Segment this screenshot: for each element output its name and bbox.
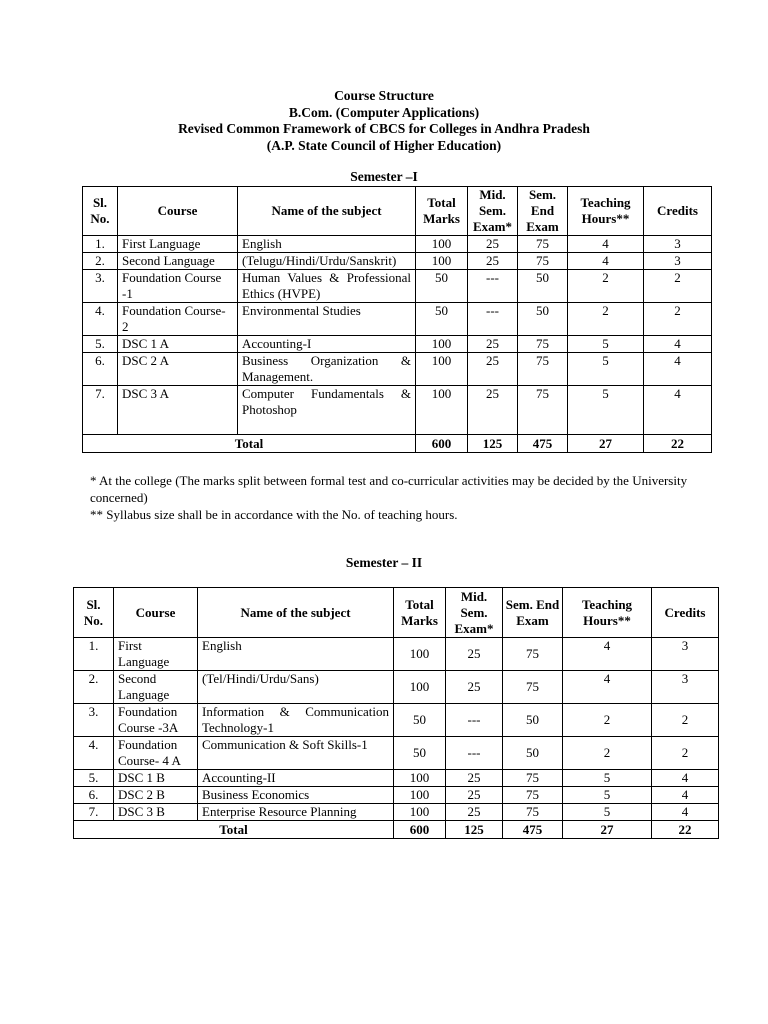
col-mid-sem: Mid. Sem. Exam* xyxy=(468,187,518,236)
cell-course: First Language xyxy=(114,638,198,671)
cell-credits: 2 xyxy=(644,303,712,336)
total-credits: 22 xyxy=(652,821,719,839)
semester-2-title: Semester – II xyxy=(345,555,423,570)
cell-course: Second Language xyxy=(114,671,198,704)
total-mid-sem: 125 xyxy=(468,435,518,453)
cell-course: DSC 3 B xyxy=(114,804,198,821)
cell-mid-sem: 25 xyxy=(446,638,503,671)
cell-sem-end: 75 xyxy=(503,804,563,821)
cell-teaching-hours: 2 xyxy=(563,737,652,770)
cell-subject: Environmental Studies xyxy=(238,303,416,336)
cell-mid-sem: 25 xyxy=(468,386,518,435)
cell-subject: Business Economics xyxy=(198,787,394,804)
cell-sl: 3. xyxy=(74,704,114,737)
cell-course: DSC 1 A xyxy=(118,336,238,353)
cell-mid-sem: --- xyxy=(446,704,503,737)
cell-course: DSC 2 B xyxy=(114,787,198,804)
cell-mid-sem: --- xyxy=(468,270,518,303)
cell-sl: 4. xyxy=(83,303,118,336)
semester-2-total-row xyxy=(74,821,719,839)
total-teaching-hours: 27 xyxy=(568,435,644,453)
cell-total-marks: 50 xyxy=(416,303,468,336)
cell-credits: 2 xyxy=(644,270,712,303)
total-teaching-hours: 27 xyxy=(563,821,652,839)
cell-sem-end: 75 xyxy=(503,787,563,804)
cell-teaching-hours: 2 xyxy=(568,270,644,303)
table-row xyxy=(83,270,712,303)
cell-subject: English xyxy=(198,638,394,671)
cell-total-marks: 50 xyxy=(416,270,468,303)
cell-credits: 3 xyxy=(644,236,712,253)
cell-subject: English xyxy=(238,236,416,253)
cell-subject: (Tel/Hindi/Urdu/Sans) xyxy=(198,671,394,704)
table-row xyxy=(74,737,719,770)
semester-2-table xyxy=(73,587,719,839)
cell-mid-sem: 25 xyxy=(468,336,518,353)
cell-teaching-hours: 4 xyxy=(563,638,652,671)
cell-sem-end: 75 xyxy=(518,336,568,353)
cell-total-marks: 100 xyxy=(394,804,446,821)
cell-credits: 4 xyxy=(652,787,719,804)
footnote-syllabus-size: ** Syllabus size shall be in accordance with the No. of teaching hours. xyxy=(90,507,458,522)
cell-teaching-hours: 5 xyxy=(568,386,644,435)
semester-1-body xyxy=(83,236,712,435)
semester-1-table xyxy=(82,186,712,453)
total-label: Total xyxy=(83,435,416,453)
total-sem-end: 475 xyxy=(503,821,563,839)
table-row xyxy=(74,671,719,704)
cell-teaching-hours: 5 xyxy=(568,353,644,386)
cell-sem-end: 75 xyxy=(518,236,568,253)
cell-course: Foundation Course -3A xyxy=(114,704,198,737)
col-sem-end: Sem. End Exam xyxy=(518,187,568,236)
total-sem-end: 475 xyxy=(518,435,568,453)
cell-credits: 4 xyxy=(644,386,712,435)
cell-sl: 2. xyxy=(74,671,114,704)
cell-sem-end: 75 xyxy=(518,353,568,386)
table-row xyxy=(83,253,712,270)
cell-teaching-hours: 5 xyxy=(563,787,652,804)
cell-sem-end: 75 xyxy=(503,770,563,787)
col-sl-no: Sl. No. xyxy=(83,187,118,236)
cell-total-marks: 100 xyxy=(394,638,446,671)
cell-total-marks: 100 xyxy=(416,336,468,353)
table-row xyxy=(83,336,712,353)
cell-sem-end: 75 xyxy=(518,253,568,270)
cell-sem-end: 75 xyxy=(518,386,568,435)
cell-subject: Computer Fundamentals & Photoshop xyxy=(238,386,416,435)
col-total-marks: Total Marks xyxy=(416,187,468,236)
total-credits: 22 xyxy=(644,435,712,453)
semester-1-header-row xyxy=(83,187,712,236)
cell-mid-sem: --- xyxy=(446,737,503,770)
cell-credits: 2 xyxy=(652,704,719,737)
table-row xyxy=(83,353,712,386)
cell-sl: 5. xyxy=(83,336,118,353)
cell-teaching-hours: 4 xyxy=(563,671,652,704)
cell-sl: 6. xyxy=(83,353,118,386)
semester-2-header-row xyxy=(74,588,719,638)
document-title xyxy=(0,88,768,154)
cell-mid-sem: --- xyxy=(468,303,518,336)
cell-subject: Information & Communication Technology-1 xyxy=(198,704,394,737)
cell-sem-end: 50 xyxy=(503,737,563,770)
cell-credits: 3 xyxy=(644,253,712,270)
cell-mid-sem: 25 xyxy=(468,236,518,253)
col-sem-end: Sem. End Exam xyxy=(503,588,563,638)
cell-credits: 4 xyxy=(652,770,719,787)
col-course: Course xyxy=(114,588,198,638)
cell-sl: 3. xyxy=(83,270,118,303)
semester-1-total-row xyxy=(83,435,712,453)
cell-total-marks: 100 xyxy=(394,787,446,804)
cell-mid-sem: 25 xyxy=(446,770,503,787)
cell-course: DSC 3 A xyxy=(118,386,238,435)
col-sl-no: Sl. No. xyxy=(74,588,114,638)
title-framework: Revised Common Framework of CBCS for Colleges in Andhra Pradesh xyxy=(178,121,590,136)
title-programme: B.Com. (Computer Applications) xyxy=(288,104,480,120)
semester-2-body xyxy=(74,638,719,821)
cell-sem-end: 75 xyxy=(503,638,563,671)
cell-total-marks: 100 xyxy=(394,770,446,787)
cell-credits: 2 xyxy=(652,737,719,770)
cell-subject: Communication & Soft Skills-1 xyxy=(198,737,394,770)
cell-teaching-hours: 2 xyxy=(563,704,652,737)
cell-total-marks: 100 xyxy=(394,671,446,704)
cell-subject: Enterprise Resource Planning xyxy=(198,804,394,821)
cell-total-marks: 100 xyxy=(416,386,468,435)
cell-teaching-hours: 5 xyxy=(563,770,652,787)
table-row xyxy=(74,638,719,671)
cell-credits: 3 xyxy=(652,671,719,704)
cell-course: Foundation Course- 2 xyxy=(118,303,238,336)
semester-1-title: Semester –I xyxy=(350,169,418,184)
cell-credits: 3 xyxy=(652,638,719,671)
title-council: (A.P. State Council of Higher Education) xyxy=(266,137,502,153)
cell-course: DSC 1 B xyxy=(114,770,198,787)
total-marks: 600 xyxy=(394,821,446,839)
cell-sem-end: 50 xyxy=(518,303,568,336)
cell-sl: 1. xyxy=(83,236,118,253)
cell-credits: 4 xyxy=(652,804,719,821)
cell-total-marks: 50 xyxy=(394,704,446,737)
cell-credits: 4 xyxy=(644,353,712,386)
table-row xyxy=(74,804,719,821)
cell-mid-sem: 25 xyxy=(446,787,503,804)
table-row xyxy=(83,236,712,253)
cell-mid-sem: 25 xyxy=(446,671,503,704)
cell-sl: 4. xyxy=(74,737,114,770)
table-row xyxy=(74,787,719,804)
col-course: Course xyxy=(118,187,238,236)
total-label: Total xyxy=(74,821,394,839)
cell-sl: 7. xyxy=(83,386,118,435)
cell-teaching-hours: 5 xyxy=(568,336,644,353)
cell-mid-sem: 25 xyxy=(446,804,503,821)
col-credits: Credits xyxy=(644,187,712,236)
col-subject: Name of the subject xyxy=(238,187,416,236)
cell-total-marks: 50 xyxy=(394,737,446,770)
cell-subject: Accounting-I xyxy=(238,336,416,353)
table-row xyxy=(83,303,712,336)
cell-teaching-hours: 2 xyxy=(568,303,644,336)
table-row xyxy=(83,386,712,435)
cell-sem-end: 50 xyxy=(503,704,563,737)
footnote-marks-split: * At the college (The marks split between formal test and co-curricular activities may be decided by the University concerned) xyxy=(90,473,688,505)
cell-credits: 4 xyxy=(644,336,712,353)
footnotes xyxy=(90,472,700,523)
cell-sl: 6. xyxy=(74,787,114,804)
col-teaching-hours: Teaching Hours** xyxy=(568,187,644,236)
title-course-structure: Course Structure xyxy=(334,88,434,103)
cell-sem-end: 75 xyxy=(503,671,563,704)
cell-teaching-hours: 4 xyxy=(568,253,644,270)
cell-teaching-hours: 5 xyxy=(563,804,652,821)
cell-course: First Language xyxy=(118,236,238,253)
col-teaching-hours: Teaching Hours** xyxy=(563,588,652,638)
cell-sl: 1. xyxy=(74,638,114,671)
table-row xyxy=(74,704,719,737)
cell-total-marks: 100 xyxy=(416,236,468,253)
cell-subject: Accounting-II xyxy=(198,770,394,787)
cell-total-marks: 100 xyxy=(416,353,468,386)
total-mid-sem: 125 xyxy=(446,821,503,839)
cell-total-marks: 100 xyxy=(416,253,468,270)
cell-sl: 5. xyxy=(74,770,114,787)
cell-subject: (Telugu/Hindi/Urdu/Sanskrit) xyxy=(238,253,416,270)
col-total-marks: Total Marks xyxy=(394,588,446,638)
cell-subject: Business Organization & Management. xyxy=(238,353,416,386)
cell-subject: Human Values & Professional Ethics (HVPE) xyxy=(238,270,416,303)
cell-course: Foundation Course -1 xyxy=(118,270,238,303)
cell-course: Second Language xyxy=(118,253,238,270)
cell-sem-end: 50 xyxy=(518,270,568,303)
cell-mid-sem: 25 xyxy=(468,253,518,270)
cell-mid-sem: 25 xyxy=(468,353,518,386)
cell-teaching-hours: 4 xyxy=(568,236,644,253)
cell-course: DSC 2 A xyxy=(118,353,238,386)
cell-sl: 2. xyxy=(83,253,118,270)
cell-course: Foundation Course- 4 A xyxy=(114,737,198,770)
col-mid-sem: Mid. Sem. Exam* xyxy=(446,588,503,638)
col-subject: Name of the subject xyxy=(198,588,394,638)
total-marks: 600 xyxy=(416,435,468,453)
table-row xyxy=(74,770,719,787)
cell-sl: 7. xyxy=(74,804,114,821)
col-credits: Credits xyxy=(652,588,719,638)
